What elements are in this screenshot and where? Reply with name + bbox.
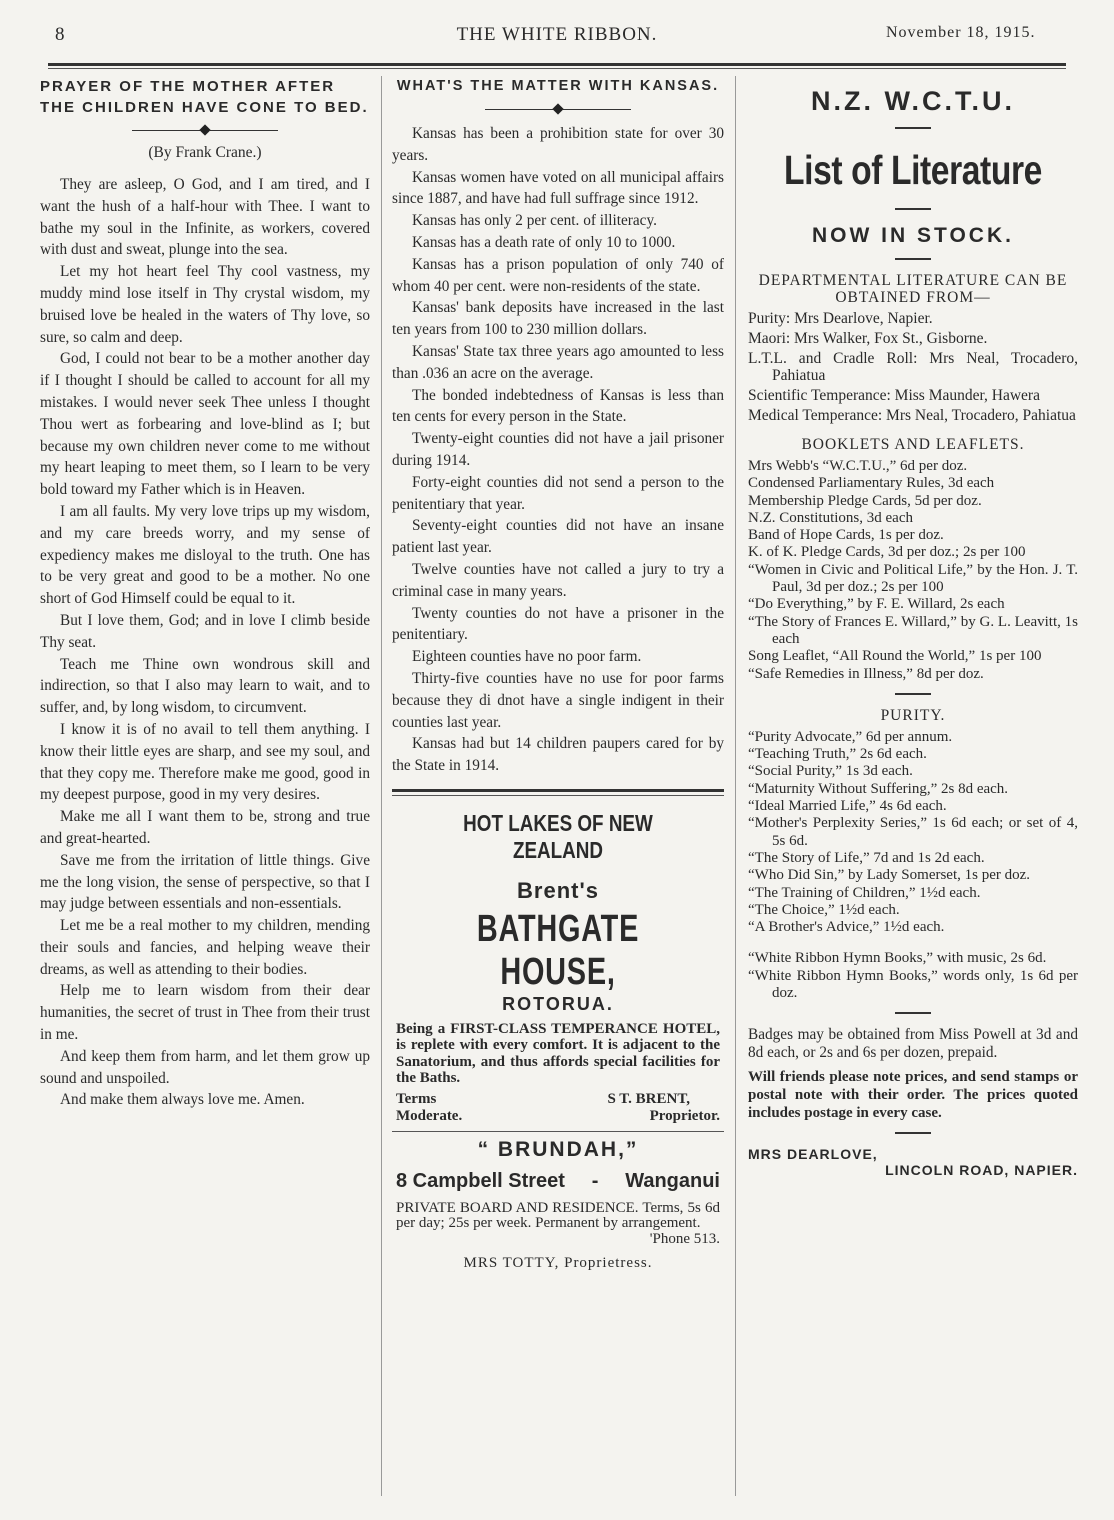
prayer-paragraph: I know it is of no avail to tell them anything. I know their little eyes are sharp, and see my soul, and that they copy me. Therefore make me good, good in my deepest purpose, good in my very desires.	[40, 720, 370, 804]
purity-entry: “Social Purity,” 1s 3d each.	[748, 763, 913, 780]
prayer-paragraph: Let me be a real mother to my children, mending their souls and fancies, and helping weave their dreams, as well as attending to their bodies.	[40, 917, 370, 978]
prayer-paragraph: Teach me Thine own wondrous skill and indirection, so that I also may learn to wait, and to suffer, and, by long wisdom, to circumvent.	[40, 655, 370, 717]
prayer-paragraph: And make them always love me. Amen.	[60, 1091, 305, 1109]
purity-entry: “Ideal Married Life,” 4s 6d each.	[748, 798, 947, 815]
purity-entry: “Teaching Truth,” 2s 6d each.	[748, 746, 927, 763]
purity-entry: “Maturnity Without Suffering,” 2s 8d each.	[748, 780, 1009, 797]
brundah-phone-row	[392, 1232, 724, 1248]
kansas-paragraph: Seventy-eight counties did not have an insane patient last year.	[392, 517, 724, 557]
prayer-paragraph: Make me all I want them to be, strong and true and great-hearted.	[40, 808, 370, 847]
brents-label: Brent's	[517, 877, 599, 903]
prayer-paragraph: I am all faults. My very love trips up my wisdom, and my care breeds worry, and my sense of expediency makes me disloyal to the truth. One has to be very great and good to be a mother. No one short of God Himself could be equal to it.	[40, 502, 370, 608]
booklet-entry: Band of Hope Cards, 1s per doz.	[748, 527, 944, 544]
prayer-paragraph: Let my hot heart feel Thy cool vastness, my muddy mind lose itself in Thy crystal wisdom, my bruised love be healed in the waters of Thy love, so sure, so calm and deep.	[40, 263, 370, 346]
owner-name: S T. BRENT,	[607, 1090, 690, 1107]
brundah-address	[392, 1170, 724, 1193]
department-entry: Medical Temperance: Mrs Neal, Trocadero, Pahiatua	[748, 407, 1076, 424]
booklet-entry: “Do Everything,” by F. E. Willard, 2s each	[748, 596, 1005, 613]
ad-divider	[392, 1131, 724, 1132]
prayer-byline: (By Frank Crane.)	[148, 144, 262, 161]
prayer-paragraph: But I love them, God; and in love I climb beside Thy seat.	[40, 611, 370, 651]
purity-heading: PURITY.	[880, 706, 946, 724]
in-stock-heading: NOW IN STOCK.	[812, 224, 1014, 247]
purity-list	[748, 729, 1078, 937]
page-header	[0, 0, 1114, 60]
department-entry: L.T.L. and Cradle Roll: Mrs Neal, Trocadero, Pahiatua	[748, 350, 1078, 384]
kansas-paragraph: Kansas' State tax three years ago amounted to less than .036 an acre on the average.	[392, 342, 724, 382]
prayer-title: PRAYER OF THE MOTHER AFTER THE CHILDREN HAVE CONE TO BED.	[40, 78, 369, 116]
short-rule	[895, 1132, 931, 1134]
booklet-entry: Condensed Parliamentary Rules, 3d each	[748, 475, 995, 492]
booklets-heading: BOOKLETS AND LEAFLETS.	[801, 436, 1025, 453]
hotel-description: Being a FIRST-CLASS TEMPERANCE HOTEL, is replete with every comfort. It is adjacent to the Sanatorium, and thus affords special facilities for the Baths.	[396, 1020, 720, 1087]
street-label: 8 Campbell Street	[396, 1169, 565, 1192]
hymn-entry: “White Ribbon Hymn Books,” with music, 2s 6d.	[748, 950, 1047, 967]
signature-address: LINCOLN ROAD, NAPIER.	[885, 1162, 1078, 1179]
page-number: 8	[55, 24, 65, 45]
booklet-entry: “The Story of Frances E. Willard,” by G. L. Leavitt, 1s each	[748, 613, 1078, 647]
signature-name: MRS DEARLOVE,	[748, 1146, 878, 1163]
booklet-entry: N.Z. Constitutions, 3d each	[748, 509, 913, 526]
booklet-entry: Membership Pledge Cards, 5d per doz.	[748, 492, 982, 509]
kansas-paragraph: Kansas women have voted on all municipal affairs since 1887, and have had full suffrage since 1912.	[392, 168, 724, 208]
kansas-paragraph: Kansas' bank deposits have increased in the last ten years from 100 to 230 million dollars.	[392, 299, 724, 339]
kansas-paragraph: The bonded indebtedness of Kansas is less than ten cents for every person in the State.	[392, 386, 724, 426]
ornament-divider	[40, 126, 370, 134]
departmental-heading: DEPARTMENTAL LITERATURE CAN BE OBTAINED FROM—	[758, 272, 1068, 306]
hymn-entry: “White Ribbon Hymn Books,” words only, 1s 6d per doz.	[748, 967, 1078, 1002]
purity-entry: “A Brother's Advice,” 1½d each.	[748, 919, 945, 936]
kansas-paragraph: Forty-eight counties did not send a person to the penitentiary that year.	[392, 473, 724, 513]
town-label: Wanganui	[625, 1169, 720, 1192]
hymn-list	[748, 950, 1078, 1002]
short-rule	[895, 127, 931, 129]
bathgate-house-title: BATHGATE HOUSE,	[476, 907, 640, 993]
prayer-paragraph: Help me to learn wisdom from their dear humanities, the secret of trust in Thee from their trust in me.	[40, 982, 370, 1044]
kansas-paragraph: Kansas has a prison population of only 740 of whom 40 per cent. were non-residents of the state.	[392, 255, 724, 295]
short-rule	[895, 693, 931, 695]
ad-rule	[392, 789, 724, 792]
moderate-label: Moderate.	[396, 1107, 463, 1124]
departmental-list	[748, 310, 1078, 424]
hotel-terms-row	[392, 1091, 724, 1108]
rotorua-label: ROTORUA.	[502, 993, 614, 1014]
department-entry: Purity: Mrs Dearlove, Napier.	[748, 310, 933, 327]
purity-entry: “Mother's Perplexity Series,” 1s 6d each; or set of 4, 5s 6d.	[748, 815, 1078, 849]
kansas-paragraph: Kansas has only 2 per cent. of illiteracy.	[412, 212, 657, 230]
kansas-paragraph: Kansas had but 14 children paupers cared for by the State in 1914.	[392, 735, 724, 775]
literature-list	[748, 76, 1078, 1178]
purity-entry: “Who Did Sin,” by Lady Somerset, 1s per doz.	[748, 867, 1031, 884]
prayer-paragraph: They are asleep, O God, and I am tired, and I want the hush of a half-hour with Thee. I want to bathe my soul in the Infinite, as workers, covered with dust and sweat, plunge into the sea.	[40, 176, 370, 259]
hotel-terms-row-2	[392, 1108, 724, 1125]
badges-note: Badges may be obtained from Miss Powell at 3d and 8d each, or 2s and 6s per dozen, prepaid.	[748, 1026, 1078, 1062]
kansas-paragraph: Twenty counties do not have a prisoner in the penitentiary.	[392, 604, 724, 644]
prayer-article	[40, 76, 370, 1111]
kansas-paragraph: Twelve counties have not called a jury to try a criminal case in many years.	[392, 560, 724, 600]
prayer-paragraph: God, I could not bear to be a mother another day if I thought I should be called to account for all my mistakes. I would never seek Thee unless I thought Thou wert as forbearing and love-blind as I; but because my own children never come to me without my heart leaping to meet them, so I learn to be very bold toward my Father which is in Heaven.	[40, 350, 370, 499]
purity-entry: “The Training of Children,” 1½d each.	[748, 884, 981, 901]
column-divider	[381, 76, 382, 1496]
proprietress-label: MRS TOTTY, Proprietress.	[463, 1255, 653, 1272]
booklet-entry: “Women in Civic and Political Life,” by the Hon. J. T. Paul, 3d per doz.; 2s per 100	[748, 561, 1078, 596]
purity-entry: “Purity Advocate,” 6d per annum.	[748, 728, 953, 745]
booklet-entry: Mrs Webb's “W.C.T.U.,” 6d per doz.	[748, 458, 968, 474]
issue-date: November 18, 1915.	[886, 24, 1036, 41]
booklets-list	[748, 458, 1078, 683]
purity-entry: “The Story of Life,” 7d and 1s 2d each.	[748, 849, 985, 866]
kansas-article	[392, 76, 724, 1272]
short-rule	[895, 208, 931, 210]
kansas-paragraph: Kansas has a death rate of only 10 to 1000.	[412, 233, 676, 251]
phone-number: 'Phone 513.	[649, 1230, 720, 1247]
short-rule	[895, 258, 931, 260]
department-entry: Maori: Mrs Walker, Fox St., Gisborne.	[748, 330, 988, 347]
column-divider	[735, 76, 736, 1496]
postage-note: Will friends please note prices, and send stamps or postal note with their order. The prices quoted includes postage in every case.	[748, 1069, 1078, 1122]
booklet-entry: K. of K. Pledge Cards, 3d per doz.; 2s per 100	[748, 544, 1026, 561]
prayer-body	[40, 174, 370, 1111]
proprietor-label: Proprietor.	[649, 1107, 720, 1124]
kansas-paragraph: Thirty-five counties have no use for poor farms because they di dnot have a single indigent in their counties last year.	[392, 669, 724, 731]
booklet-entry: Song Leaflet, “All Round the World,” 1s per 100	[748, 648, 1042, 665]
kansas-paragraph: Eighteen counties have no poor farm.	[412, 648, 642, 666]
kansas-body	[392, 123, 724, 777]
kansas-paragraph: Kansas has been a prohibition state for over 30 years.	[392, 125, 724, 164]
dash-separator: -	[591, 1169, 599, 1192]
terms-label: Terms	[396, 1090, 437, 1107]
purity-entry: “The Choice,” 1½d each.	[748, 901, 900, 918]
prayer-paragraph: And keep them from harm, and let them grow up sound and unspoiled.	[40, 1047, 370, 1087]
header-rule-thin	[48, 68, 1066, 69]
ornament-divider	[392, 105, 724, 113]
hot-lakes-heading: HOT LAKES OF NEW ZEALAND	[463, 809, 653, 863]
department-entry: Scientific Temperance: Miss Maunder, Hawera	[748, 387, 1040, 404]
brundah-description: PRIVATE BOARD AND RESIDENCE. Terms, 5s 6d per day; 25s per week. Permanent by arrangement.	[396, 1199, 720, 1232]
masthead: THE WHITE RIBBON.	[456, 24, 658, 45]
booklet-entry: “Safe Remedies in Illness,” 8d per doz.	[748, 665, 984, 682]
kansas-paragraph: Twenty-eight counties did not have a jail prisoner during 1914.	[392, 430, 724, 469]
short-rule	[895, 1012, 931, 1014]
kansas-title: WHAT'S THE MATTER WITH KANSAS.	[396, 78, 720, 94]
prayer-paragraph: Save me from the irritation of little things. Give me the long vision, the sense of perspective, so that I may judge between essentials and non-essentials.	[40, 851, 370, 913]
org-title: N.Z. W.C.T.U.	[811, 86, 1015, 116]
literature-title: List of Literature	[784, 147, 1042, 193]
ad-rule-thin	[392, 795, 724, 796]
header-rule	[48, 63, 1066, 66]
brundah-title: “ BRUNDAH,”	[477, 1137, 639, 1161]
